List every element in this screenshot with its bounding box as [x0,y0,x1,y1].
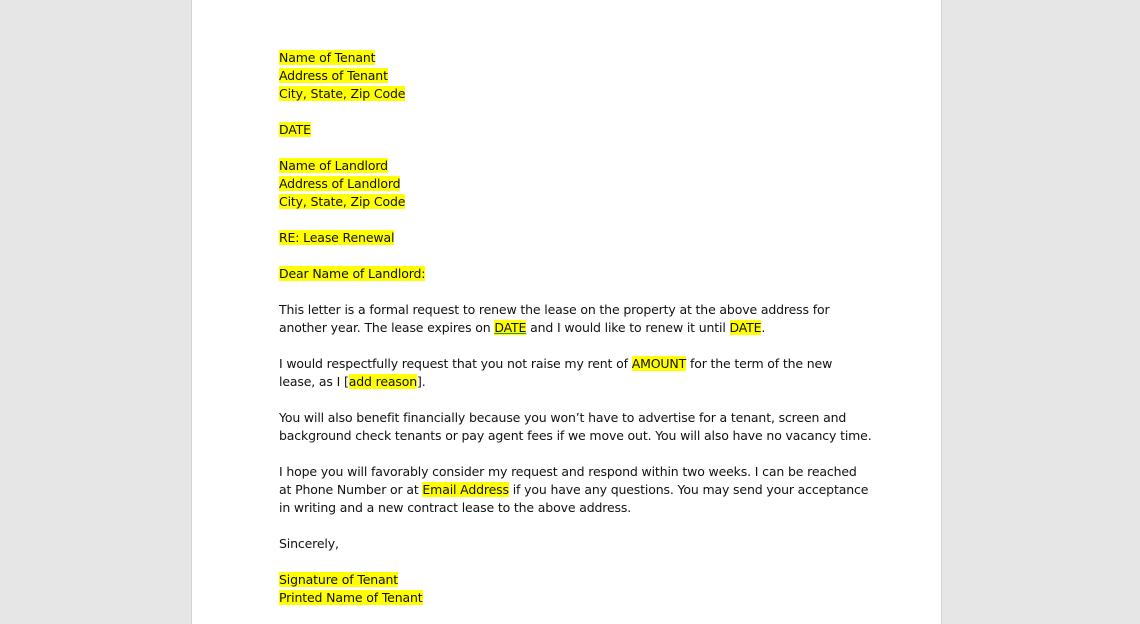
renew-date-placeholder: DATE [729,320,762,335]
closing: Sincerely, [279,536,339,551]
tenant-city-state-zip: City, State, Zip Code [279,86,406,101]
paragraph-1-line-2: another year. The lease expires on DATE and I would like to renew it until DATE. [279,320,766,335]
signature-placeholder: Signature of Tenant [279,572,399,587]
tenant-address: Address of Tenant [279,68,388,83]
landlord-city-state-zip: City, State, Zip Code [279,194,406,209]
paragraph-2-line-1: I would respectfully request that you not raise my rent of AMOUNT for the term of the new [279,356,833,371]
paragraph-4-line-1: I hope you will favorably consider my request and respond within two weeks. I can be reached [279,464,857,479]
document-page [191,0,942,624]
paragraph-2-line-2: lease, as I [add reason]. [279,374,426,389]
email-placeholder: Email Address [422,482,509,497]
reason-placeholder: add reason [348,374,418,389]
subject-line: RE: Lease Renewal [279,230,395,245]
tenant-block [279,49,879,67]
landlord-block [279,157,879,175]
paragraph-3-line-2: background check tenants or pay agent fees if we move out. You will also have no vacancy time. [279,428,872,443]
salutation: Dear Name of Landlord: [279,266,426,281]
paragraph-1-line-1: This letter is a formal request to renew the lease on the property at the above address for [279,302,830,317]
letter-date: DATE [279,122,311,137]
paragraph-4-line-2: at Phone Number or at Email Address if you have any questions. You may send your acceptance [279,482,869,497]
letter-body[interactable] [279,49,879,607]
paragraph-4-line-3: in writing and a new contract lease to the above address. [279,500,632,515]
printed-name-placeholder: Printed Name of Tenant [279,590,423,605]
landlord-name: Name of Landlord [279,158,388,173]
expiry-date-placeholder: DATE [494,320,527,335]
tenant-name: Name of Tenant [279,50,376,65]
landlord-address: Address of Landlord [279,176,401,191]
amount-placeholder: AMOUNT [631,356,687,371]
paragraph-3-line-1: You will also benefit financially because you won’t have to advertise for a tenant, screen and [279,410,847,425]
